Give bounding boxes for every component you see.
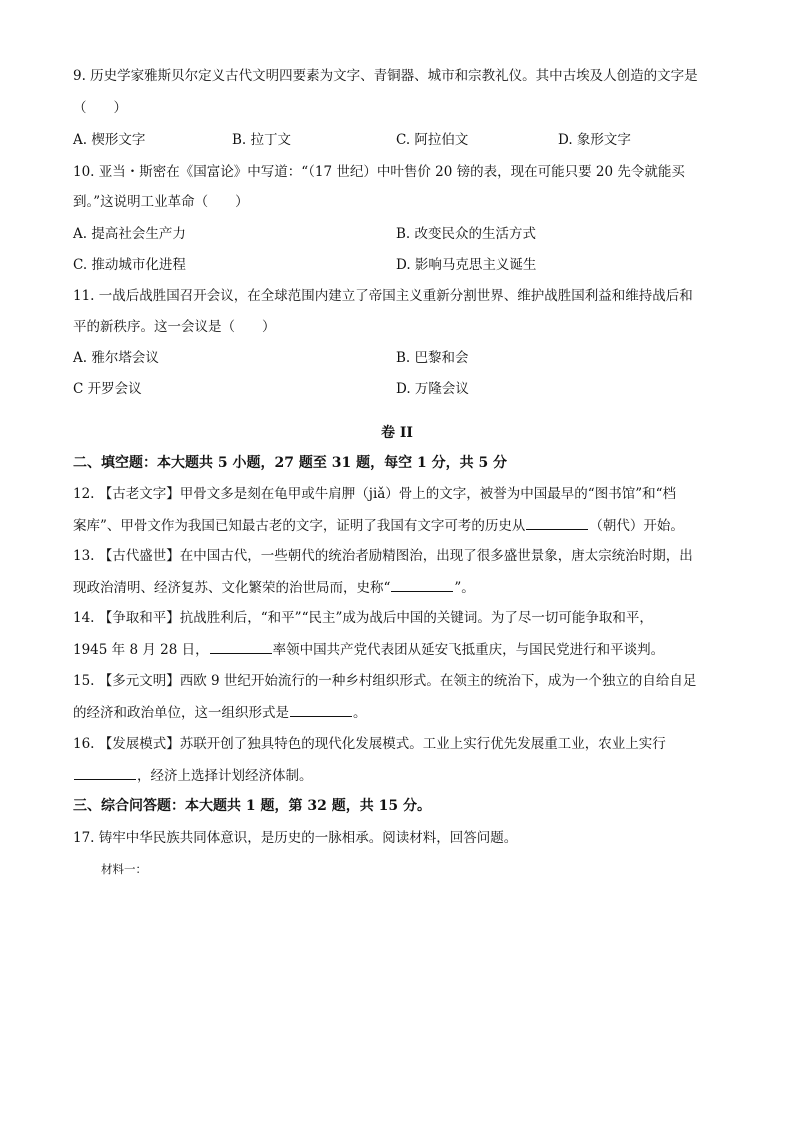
volume-title: 卷 II <box>381 425 413 441</box>
q16-answer-blank[interactable] <box>74 766 136 780</box>
q11-option-a: A. 雅尔塔会议 <box>73 350 159 366</box>
q10-option-d: D. 影响马克思主义诞生 <box>396 257 537 273</box>
q16-line2 <box>73 766 313 785</box>
q10-option-a: A. 提高社会生产力 <box>73 226 186 242</box>
q12-line2-text: 案库”、甲骨文作为我国已知最古老的文字，证明了我国有文字可考的历史从 <box>73 518 526 534</box>
q9-option-b: B. 拉丁文 <box>232 132 292 148</box>
section-3-heading: 三、综合问答题：本大题共 1 题，第 32 题，共 15 分。 <box>73 798 431 814</box>
q13-line2-text: 现政治清明、经济复苏、文化繁荣的治世局而，史称“ <box>73 580 391 596</box>
q9-option-a: A. 楔形文字 <box>73 132 146 148</box>
q13-line2 <box>73 578 475 597</box>
q14-line2 <box>73 640 664 659</box>
q17-stem: 17. 铸牢中华民族共同体意识，是历史的一脉相承。阅读材料，回答问题。 <box>73 830 518 846</box>
q17-material-label: 材料一： <box>101 862 147 876</box>
q11-option-c: C 开罗会议 <box>73 381 142 397</box>
q12-answer-blank[interactable] <box>526 516 588 530</box>
q9-stem-line2: （ ） <box>73 100 127 116</box>
q13-line2-tail: ”。 <box>454 580 475 596</box>
q10-stem-line1: 10. 亚当・斯密在《国富论》中写道：“（17 世纪）中叶售价 20 镑的表，现在可能只要 20 先令就能买 <box>73 164 685 180</box>
q14-line2-text: 1945 年 8 月 28 日， <box>73 642 209 658</box>
q11-stem-line1: 11. 一战后战胜国召开会议，在全球范围内建立了帝国主义重新分割世界、维护战胜国利益和维持战后和 <box>73 288 693 304</box>
q16-line1: 16. 【发展模式】苏联开创了独具特色的现代化发展模式。工业上实行优先发展重工业，农业上实行 <box>73 736 666 752</box>
q12-line1: 12. 【古老文字】甲骨文多是刻在龟甲或牛肩胛（jiǎ）骨上的文字，被誉为中国最早的“图书馆”和“档 <box>73 486 677 502</box>
q11-option-b: B. 巴黎和会 <box>396 350 469 366</box>
q9-stem-line1: 9. 历史学家雅斯贝尔定义古代文明四要素为文字、青铜器、城市和宗教礼仪。其中古埃及人创造的文字是 <box>73 68 698 84</box>
q9-option-c: C. 阿拉伯文 <box>396 132 469 148</box>
q13-answer-blank[interactable] <box>391 578 453 592</box>
q12-line2-tail: （朝代）开始。 <box>589 518 684 534</box>
q9-option-d: D. 象形文字 <box>558 132 631 148</box>
q10-option-b: B. 改变民众的生活方式 <box>396 226 537 242</box>
q14-line1: 14. 【争取和平】抗战胜利后，“和平”“民主”成为战后中国的关键词。为了尽一切可能争取和平， <box>73 610 653 626</box>
q15-line2-tail: 。 <box>353 705 367 721</box>
q13-line1: 13. 【古代盛世】在中国古代，一些朝代的统治者励精图治，出现了很多盛世景象，唐太宗统治时期，出 <box>73 548 693 564</box>
q15-line1: 15. 【多元文明】西欧 9 世纪开始流行的一种乡村组织形式。在领主的统治下，成为一个独立的自给自足 <box>73 673 697 689</box>
q16-line2-tail: ，经济上选择计划经济体制。 <box>137 768 313 784</box>
q10-stem-line2: 到。”这说明工业革命（ ） <box>73 194 249 210</box>
q14-line2-tail: 率领中国共产党代表团从延安飞抵重庆，与国民党进行和平谈判。 <box>272 642 665 658</box>
q15-answer-blank[interactable] <box>290 703 352 717</box>
q11-option-d: D. 万隆会议 <box>396 381 469 397</box>
q10-option-c: C. 推动城市化进程 <box>73 257 186 273</box>
q12-line2 <box>73 516 684 535</box>
q11-stem-line2: 平的新秩序。这一会议是（ ） <box>73 319 276 335</box>
q14-answer-blank[interactable] <box>210 640 272 654</box>
q15-line2-text: 的经济和政治单位，这一组织形式是 <box>73 705 289 721</box>
section-2-heading: 二、填空题：本大题共 5 小题，27 题至 31 题，每空 1 分，共 5 分 <box>73 455 508 471</box>
q15-line2 <box>73 703 367 722</box>
